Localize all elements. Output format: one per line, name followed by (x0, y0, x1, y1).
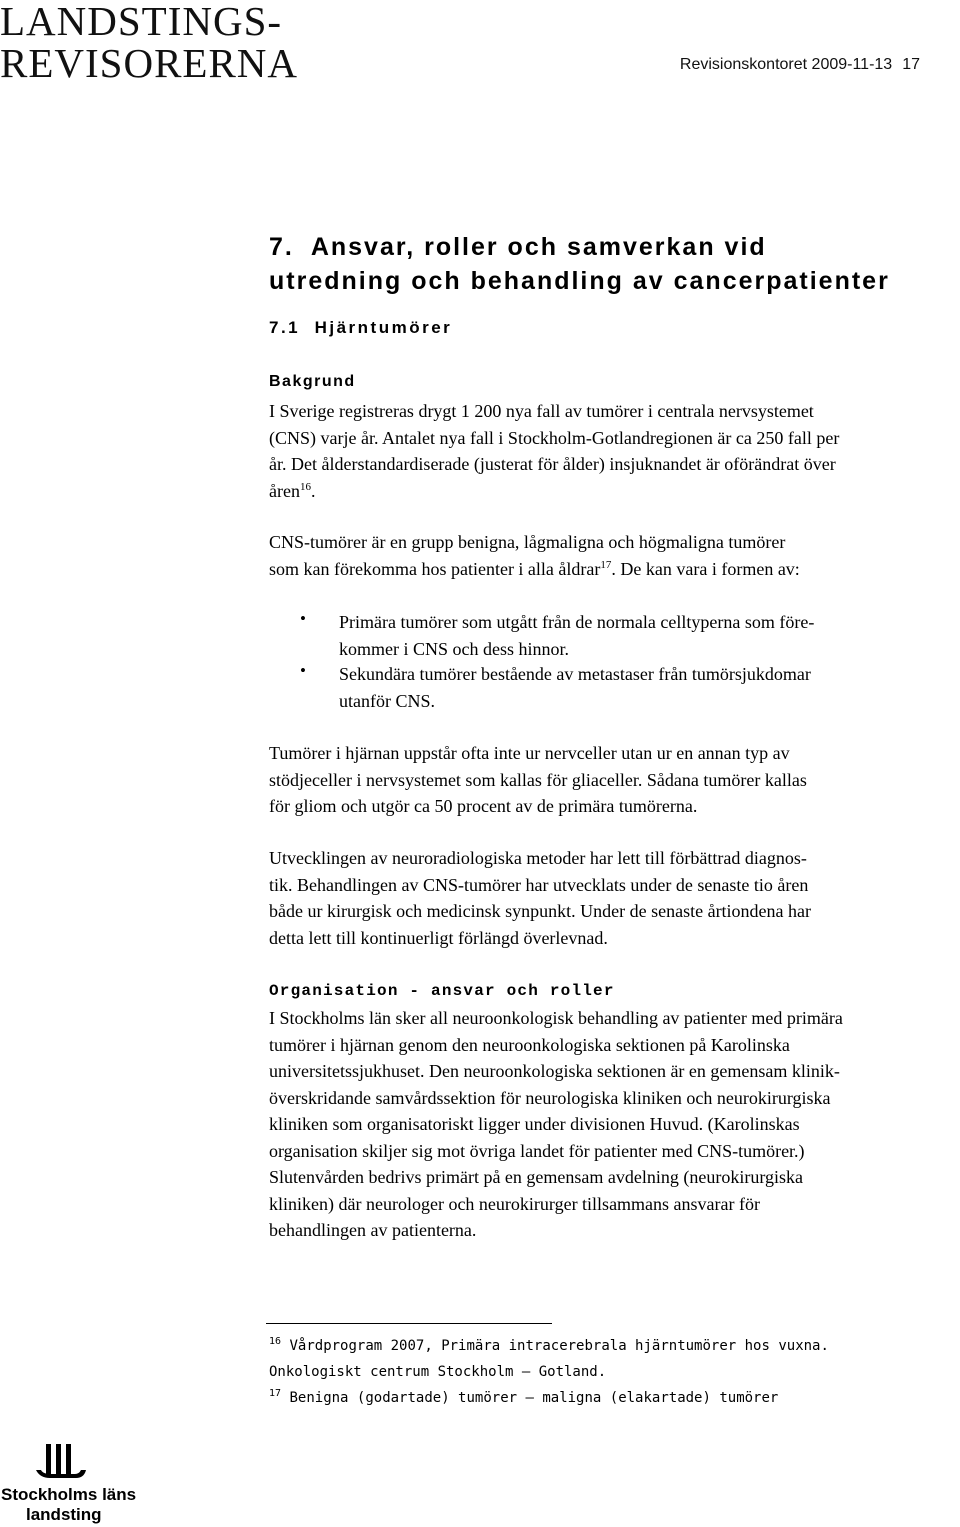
text-fragment: som kan förekomma hos patienter i alla åldrar (269, 558, 601, 579)
text-line: Tumörer i hjärnan uppstår ofta inte ur nervceller utan ur en annan typ av (269, 743, 790, 763)
bakgrund-heading: Bakgrund (269, 373, 356, 390)
text-line: kliniken som organisatoriskt ligger under divisionen Huvud. (Karolinskas (269, 1114, 800, 1134)
text-fragment: åren (269, 480, 300, 501)
text-line: CNS-tumörer är en grupp benigna, lågmaligna och högmaligna tumörer (269, 532, 786, 552)
text-line: behandlingen av patienterna. (269, 1220, 477, 1240)
text-line: för gliom och utgör ca 50 procent av de primära tumörerna. (269, 796, 698, 816)
logo-text-line-1: Stockholms läns (1, 1485, 137, 1504)
text-line: utanför CNS. (339, 690, 435, 711)
footnote-17 (269, 1385, 829, 1411)
section-heading (269, 230, 890, 298)
text-line: kliniken) där neurologer och neurokirurger tillsammans ansvarar för (269, 1193, 761, 1214)
footnote-ref-16: 16 (299, 480, 311, 493)
bullet-marker: • (300, 609, 306, 628)
text-line: år. Det ålderstandardiserade (justerat för ålder) insjuknandet är oförändrat över (269, 454, 836, 474)
text-line: stödjeceller i nervsystemet som kallas för gliaceller. Sådana tumörer kallas (269, 769, 807, 790)
text-fragment: Vårdprogram 2007, Primära intracerebrala hjärntumörer hos vuxna. (281, 1338, 829, 1354)
bakgrund-paragraph-4 (269, 845, 959, 951)
stockholms-lans-landsting-logo (0, 1440, 160, 1527)
text-line (269, 478, 959, 505)
sll-emblem-icon (36, 1444, 86, 1478)
footnote-number: 16 (269, 1336, 282, 1347)
bakgrund-paragraph-2 (269, 529, 959, 582)
bakgrund-paragraph-3 (269, 740, 959, 820)
text-line: universitetssjukhuset. Den neuroonkologiska sektionen är en gemensam klinik- (269, 1061, 840, 1081)
office-date: Revisionskontoret 2009-11-13 (679, 56, 893, 73)
page-header-meta (680, 56, 920, 74)
section-heading-line-2: utredning och behandling av cancerpatienter (269, 267, 890, 295)
bakgrund-paragraph-1 (269, 398, 959, 504)
text-line: I Stockholms län sker all neuroonkologisk behandling av patienter med primära (269, 1008, 843, 1028)
text-line: Slutenvården bedrivs primärt på en gemensam avdelning (neurokirurgiska (269, 1167, 804, 1187)
organisation-paragraph (269, 1005, 959, 1244)
text-line: Sekundära tumörer bestående av metastaser från tumörsjukdomar (339, 664, 811, 684)
section-heading-line-1: 7. Ansvar, roller och samverkan vid (269, 233, 767, 261)
logo-line-1: LANDSTINGS- (0, 0, 283, 44)
logo-text-line-2: landsting (26, 1505, 102, 1524)
text-line (269, 1333, 829, 1359)
text-line: tumörer i hjärnan genom den neuroonkologiska sektionen på Karolinska (269, 1034, 790, 1055)
landstingsrevisorerna-logo (0, 0, 298, 84)
text-line: Onkologiskt centrum Stockholm – Gotland. (269, 1364, 607, 1380)
logo-line-2: REVISORERNA (0, 40, 299, 86)
text-line: (CNS) varje år. Antalet nya fall i Stockholm-Gotlandregionen är ca 250 fall per (269, 427, 840, 448)
organisation-heading: Organisation - ansvar och roller (269, 982, 615, 1000)
text-line: överskridande samvårdssektion för neurologiska kliniken och neurokirurgiska (269, 1087, 831, 1108)
bullet-item-2 (339, 661, 811, 714)
page-number: 17 (902, 56, 920, 73)
footnote-number: 17 (269, 1388, 282, 1399)
footnote-ref-17: 17 (600, 558, 612, 571)
text-line: både ur kirurgisk och medicinsk synpunkt. Under de senaste årtiondena har (269, 901, 812, 921)
footnote-16 (269, 1333, 829, 1411)
text-line: I Sverige registreras drygt 1 200 nya fall av tumörer i centrala nervsystemet (269, 401, 814, 421)
text-fragment: Benigna (godartade) tumörer – maligna (elakartade) tumörer (281, 1390, 779, 1406)
text-line: Primära tumörer som utgått från de normala celltyperna som före- (339, 612, 815, 632)
subsection-heading: 7.1 Hjärntumörer (269, 318, 453, 337)
text-line: organisation skiljer sig mot övriga landet för patienter med CNS-tumörer.) (269, 1140, 805, 1161)
text-line: Utvecklingen av neuroradiologiska metoder har lett till förbättrad diagnos- (269, 848, 807, 868)
text-fragment: . (310, 480, 316, 501)
text-line: detta lett till kontinuerligt förlängd överlevnad. (269, 927, 608, 948)
text-line (269, 556, 959, 583)
bullet-marker: • (300, 661, 306, 680)
bullet-item-1 (339, 609, 814, 662)
text-line: kommer i CNS och dess hinnor. (339, 638, 569, 659)
text-line: tik. Behandlingen av CNS-tumörer har utvecklats under de senaste tio åren (269, 874, 809, 895)
footnote-separator (266, 1323, 552, 1324)
text-fragment: . De kan vara i formen av: (611, 558, 800, 579)
